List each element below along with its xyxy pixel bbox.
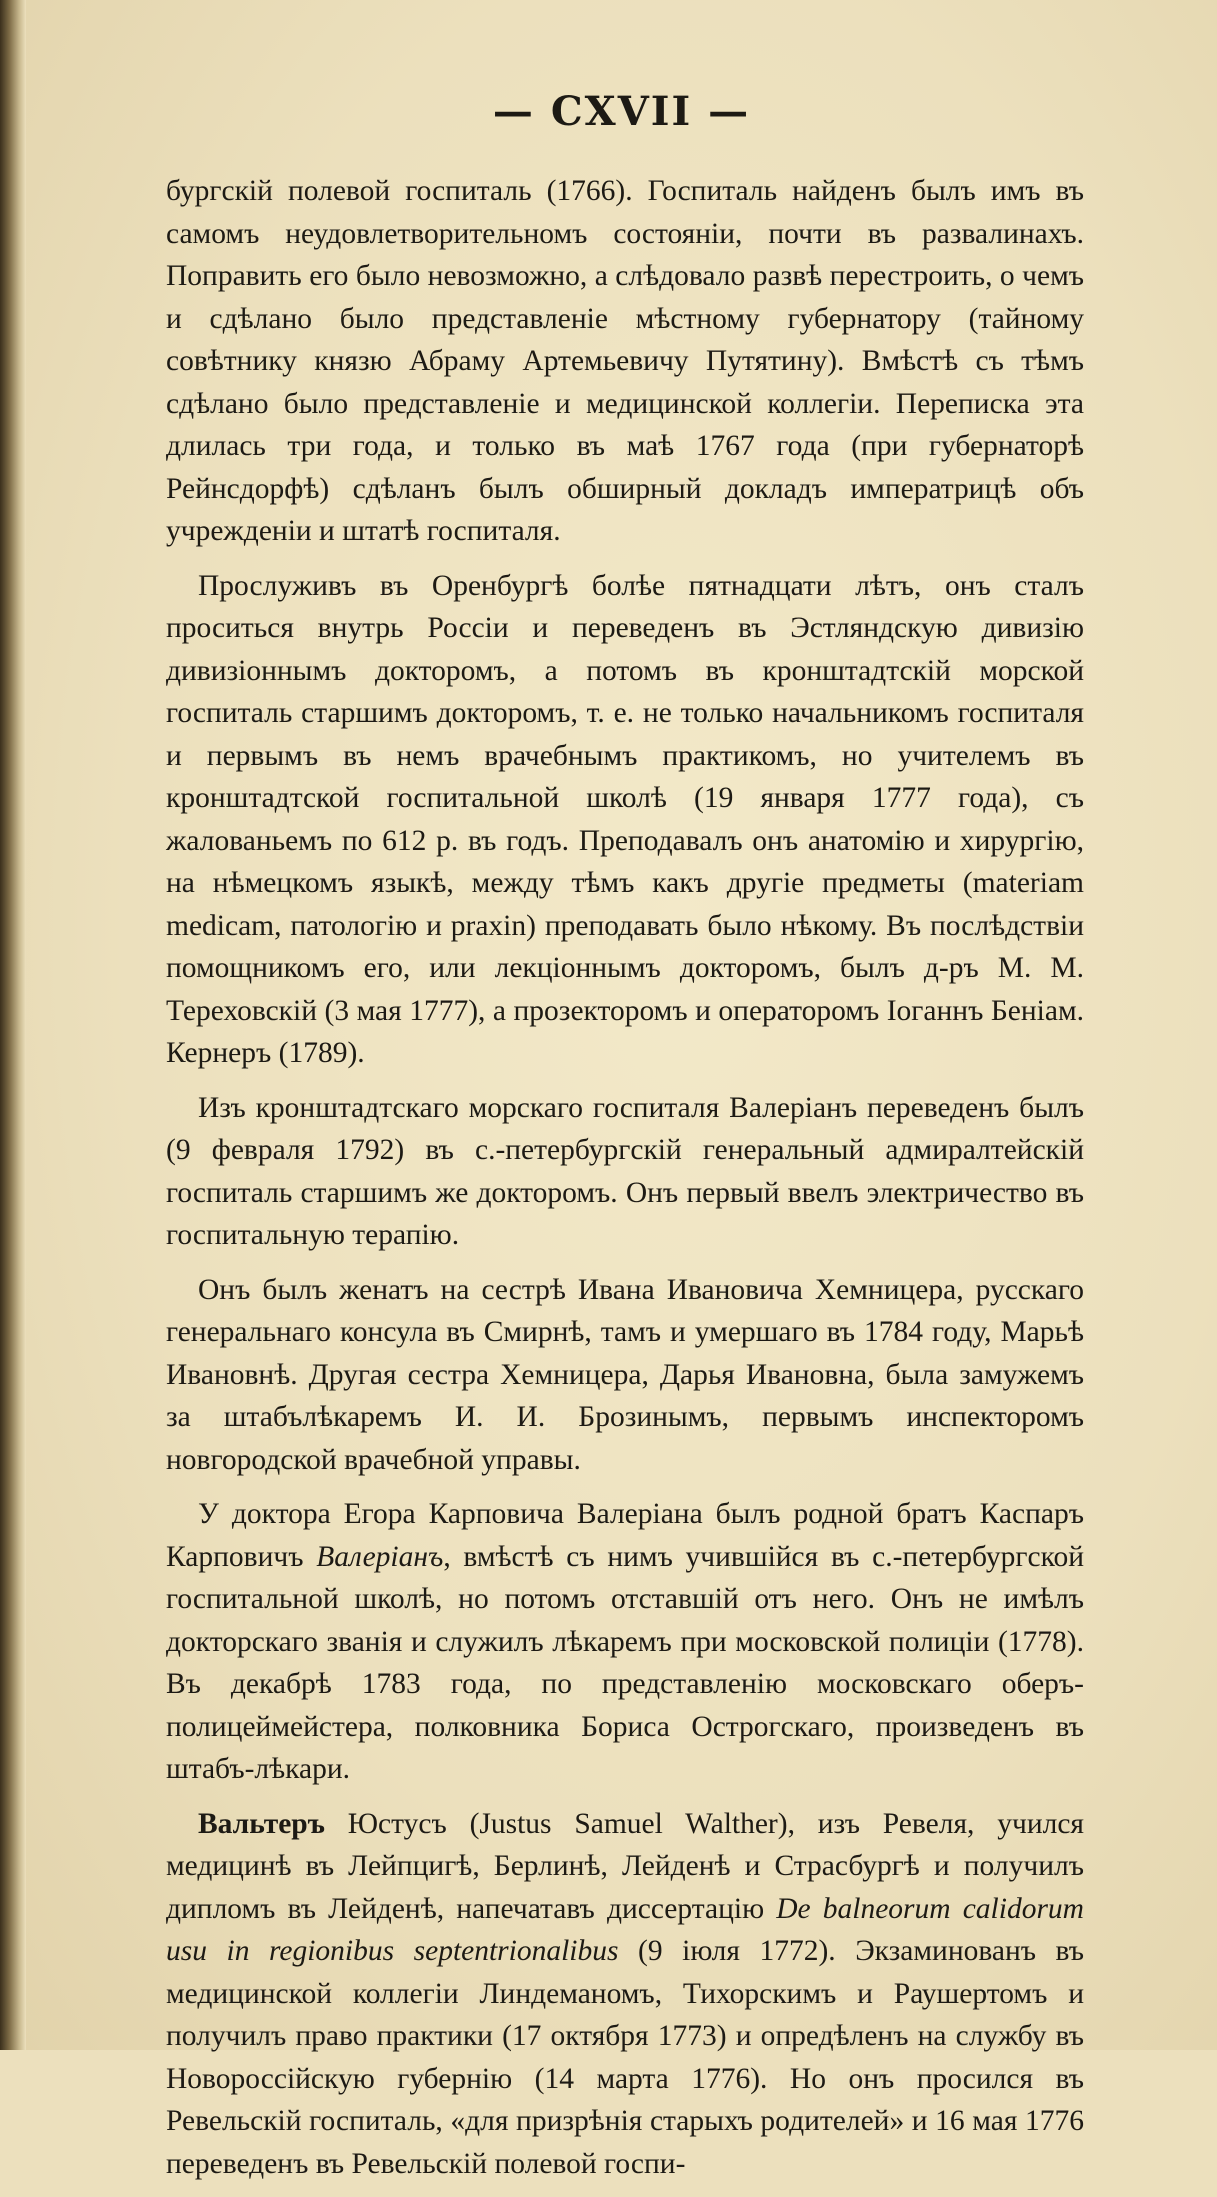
paragraph-1	[166, 170, 1084, 553]
page-body	[166, 170, 1084, 2197]
book-page	[26, 0, 1217, 2180]
paragraph-6-text-a: Юстусъ (Justus Samuel Walther), изъ Ревеля, учился медицинѣ въ Лейпцигѣ, Берлинѣ, Лейденѣ и Страсбургѣ и получилъ дипломъ въ Лейденѣ, напечатавъ диссертацію	[166, 1807, 1084, 1925]
paragraph-6-text-b: (9 іюля 1772). Экзаминованъ въ медицинской коллегіи Линдеманомъ, Тихорскимъ и Раушертомъ и получилъ право практики (17 октября 1773) и опредѣленъ на службу въ Новороссійскую губернію (14 марта 1776). Но онъ просился въ Ревельскій госпиталь, «для призрѣнія старыхъ родителей» и 16 мая 1776 переведенъ въ Ревельскій полевой госпи-	[166, 1935, 1085, 2180]
paragraph-2-text: Прослуживъ въ Оренбургѣ болѣе пятнадцати лѣтъ, онъ сталъ проситься внутрь Россіи и переведенъ въ Эстляндскую дивизію дивизіоннымъ докторомъ, а потомъ въ кронштадтскій морской госпиталь старшимъ докторомъ, т. е. не только начальникомъ госпиталя и первымъ въ немъ врачебнымъ практикомъ, но учителемъ въ кронштадтской госпитальной школѣ (19 января 1777 года), съ жалованьемъ по 612 р. въ годъ. Преподавалъ онъ анатомію и хирургію, на нѣмецкомъ языкѣ, между тѣмъ какъ другіе предметы (materiam medicam, патологію и praxin) преподавать было нѣкому. Въ послѣдствіи помощникомъ его, или лекціоннымъ докторомъ, былъ д-ръ М. М. Тереховскій (3 мая 1777), а прозекторомъ и операторомъ Іоганнъ Беніам. Кернеръ (1789).	[166, 569, 1084, 1069]
paragraph-6	[166, 1803, 1084, 2186]
dissertation-title: De balneorum calidorum usu in regionibus septentrionalibus	[166, 1892, 1084, 1967]
entry-heading-walther: Вальтеръ	[198, 1807, 325, 1840]
paragraph-1-text: бургскій полевой госпиталь (1766). Госпиталь найденъ былъ имъ въ самомъ неудовлетворительномъ состояніи, почти въ развалинахъ. Поправить его было невозможно, а слѣдовало развѣ перестроить, о чемъ и сдѣлано было представленіе мѣстному губернатору (тайному совѣтнику князю Абраму Артемьевичу Путятину). Вмѣстѣ съ тѣмъ сдѣлано было представленіе и медицинской коллегіи. Переписка эта длилась три года, и только въ маѣ 1767 года (при губернаторѣ Рейнсдорфѣ) сдѣланъ былъ обширный докладъ императрицѣ объ учрежденіи и штатѣ госпиталя.	[166, 175, 1084, 547]
paragraph-5-text-b: , вмѣстѣ съ нимъ учившійся въ с.-петербургской госпитальной школѣ, но потомъ отставшій отъ него. Онъ не имѣлъ докторскаго званія и служилъ лѣкаремъ при московской полиціи (1778). Въ декабрѣ 1783 года, по представленію московскаго оберъ-полицеймейстера, полковника Бориса Острогскаго, произведенъ въ штабъ-лѣкари.	[166, 1540, 1084, 1785]
page-number-header: — CXVII —	[492, 88, 751, 135]
book-spine-shadow	[0, 0, 26, 2050]
paragraph-5	[166, 1493, 1084, 1791]
paragraph-3	[166, 1087, 1084, 1257]
paragraph-4-text: Онъ былъ женатъ на сестрѣ Ивана Ивановича Хемницера, русскаго генеральнаго консула въ Смирнѣ, тамъ и умершаго въ 1784 году, Марьѣ Ивановнѣ. Другая сестра Хемницера, Дарья Ивановна, была замужемъ за штабълѣкаремъ И. И. Брозинымъ, первымъ инспекторомъ новгородской врачебной управы.	[166, 1273, 1084, 1476]
paragraph-2	[166, 565, 1084, 1075]
paragraph-3-text: Изъ кронштадтскаго морскаго госпиталя Валеріанъ переведенъ былъ (9 февраля 1792) въ с.-петербургскій генеральный адмиралтейскій госпиталь старшимъ же докторомъ. Онъ первый ввелъ электричество въ госпитальную терапію.	[166, 1091, 1084, 1251]
paragraph-5-text-a: У доктора Егора Карповича Валеріана былъ родной братъ Каспаръ Карповичъ	[166, 1498, 1084, 1573]
paragraph-5-name-italic: Валеріанъ	[316, 1540, 444, 1573]
paragraph-4	[166, 1269, 1084, 1482]
